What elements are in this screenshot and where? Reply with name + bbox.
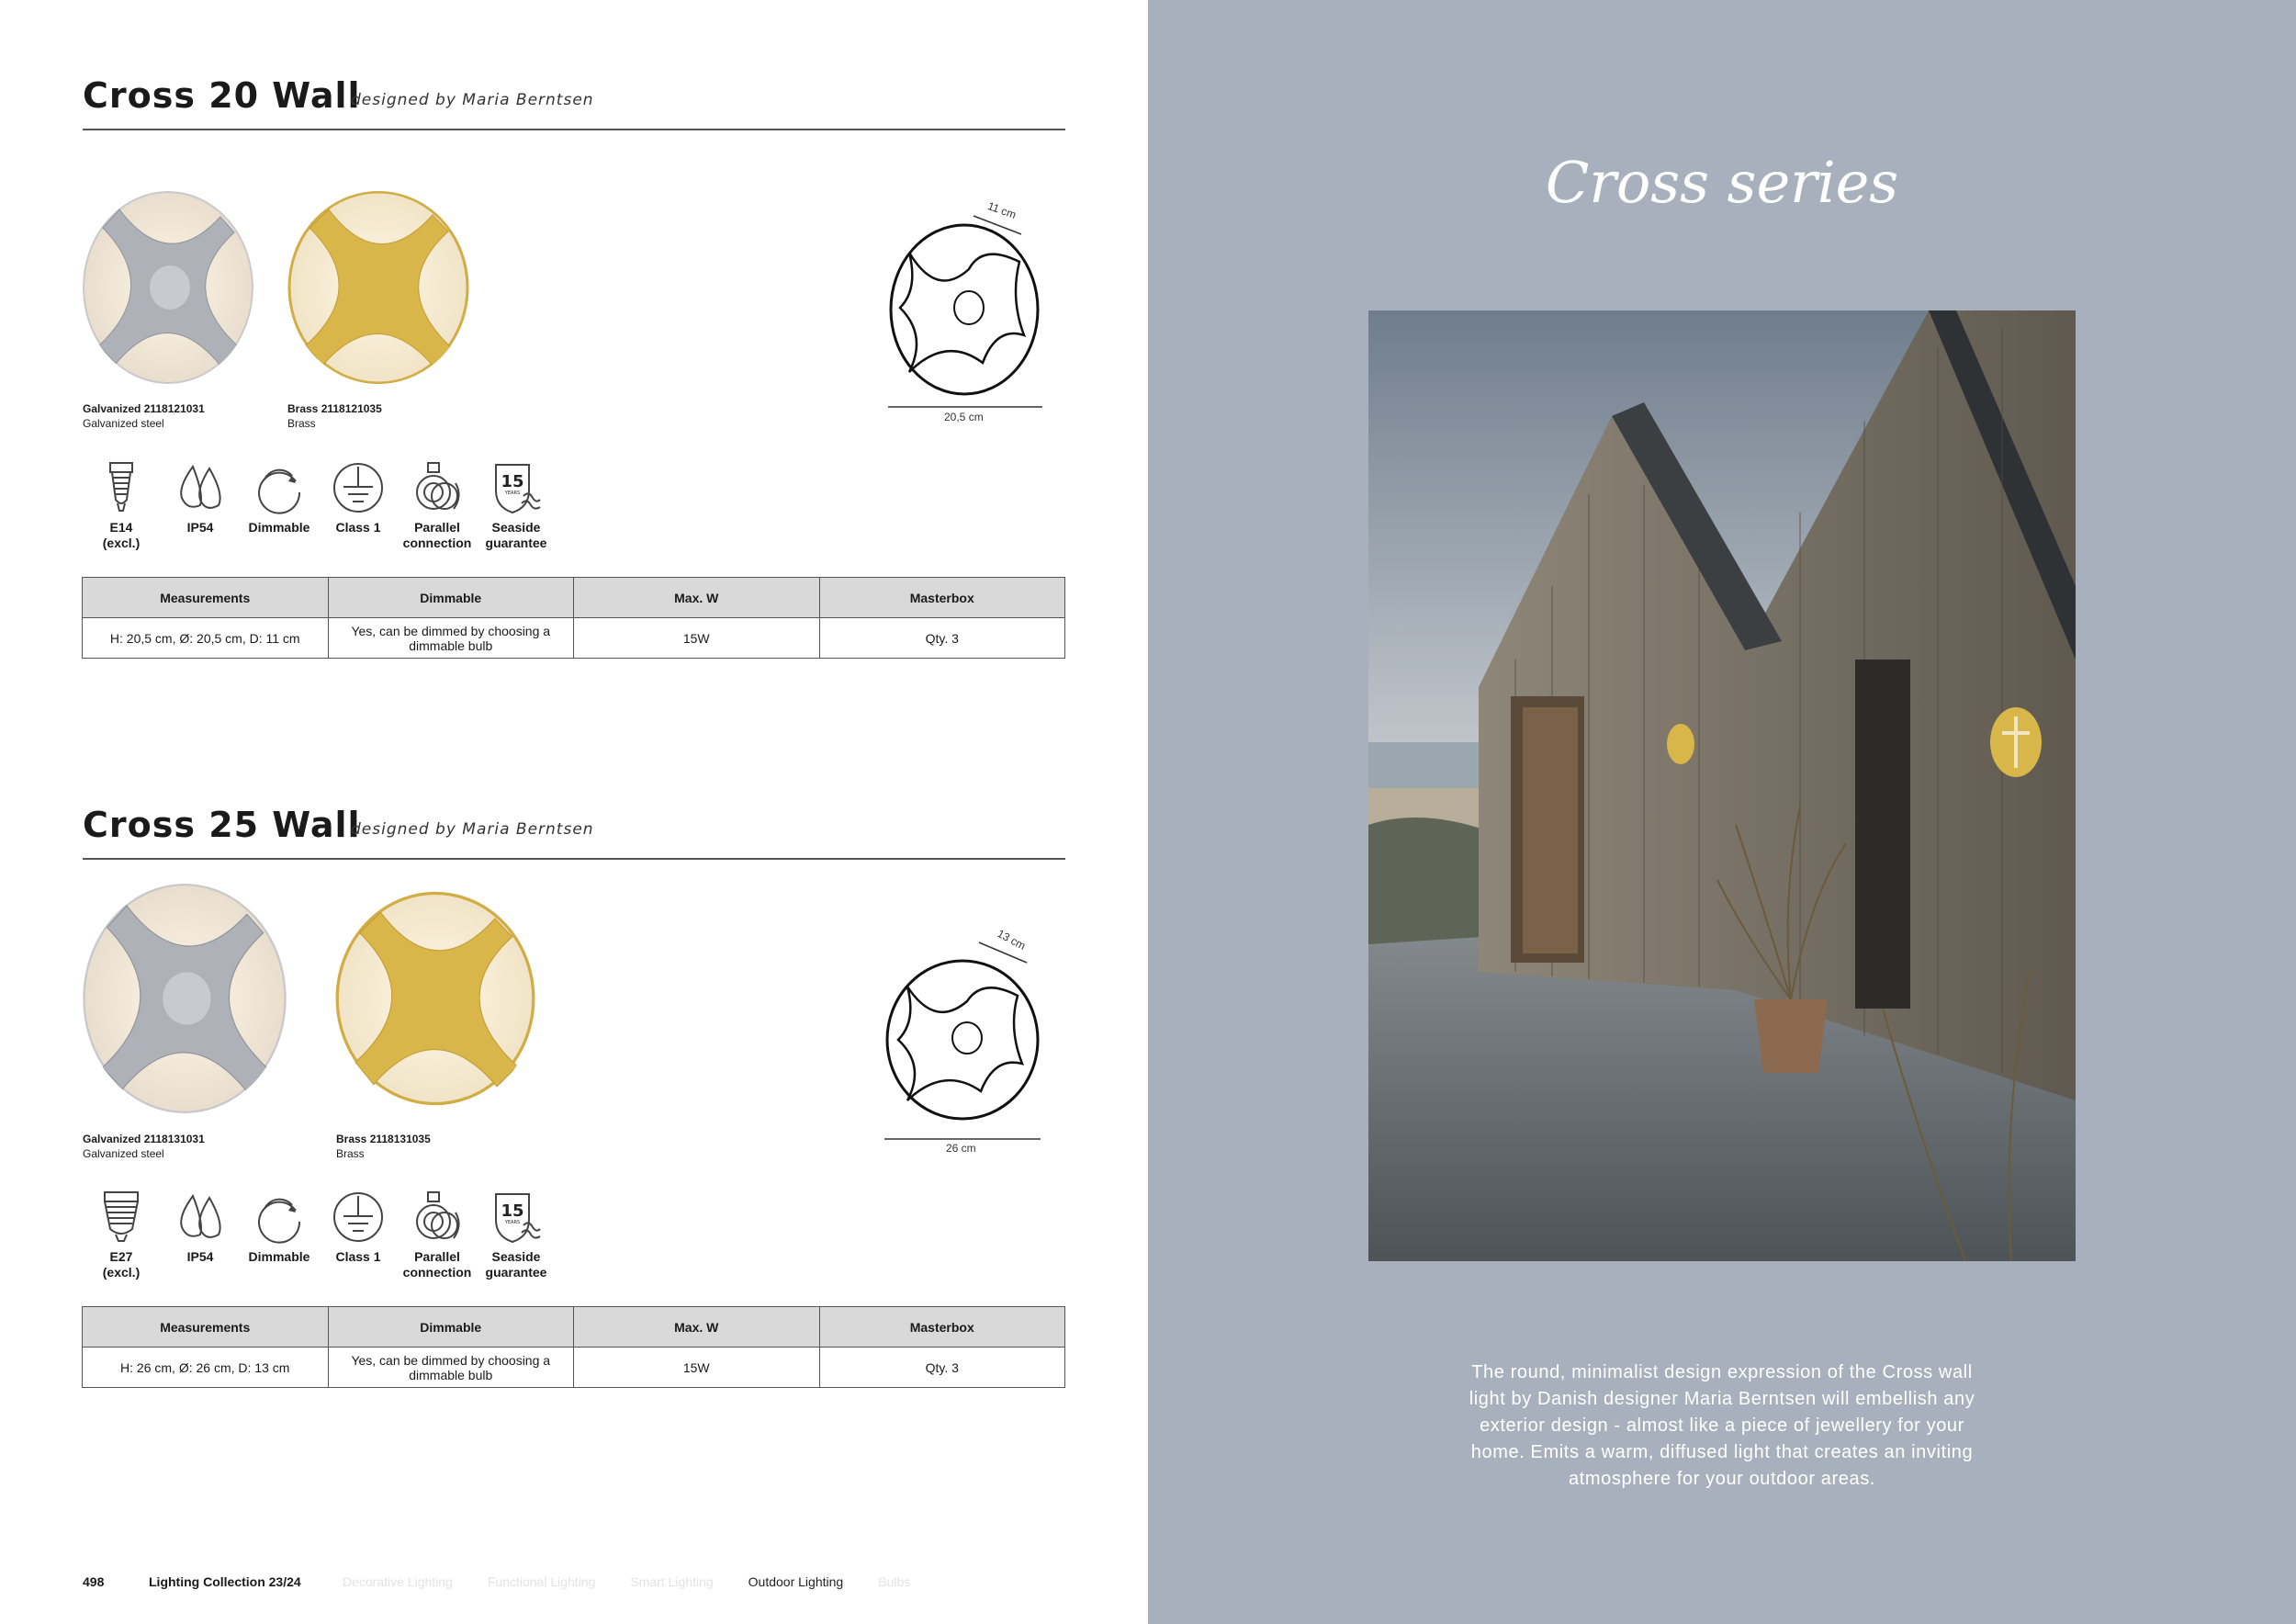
header-max-w: Max. W — [574, 1307, 820, 1348]
brass-lamp-image — [287, 191, 469, 384]
spec-table-20 — [82, 577, 1065, 659]
class1-ground-icon — [331, 1189, 386, 1246]
parallel-connection-icon — [410, 1189, 465, 1246]
seaside-guarantee-icon — [489, 1189, 544, 1246]
series-description: The round, minimalist design expression of the Cross wall light by Danish designer Maria Berntsen will embellish any exterior design - almost like a piece of jewellery for your home. Emits a warm, diffused light that creates an inviting atmosphere for your outdoor areas. — [1469, 1362, 1975, 1489]
feature-parallel — [398, 459, 477, 551]
product-header — [83, 75, 1065, 130]
table-header-row — [83, 1307, 1065, 1348]
cell-max-w: 15W — [574, 618, 820, 659]
variant-galvanized-25 — [83, 1132, 205, 1161]
guarantee-unit: YEARS — [504, 491, 521, 496]
bulb-e14-icon — [94, 459, 149, 516]
diameter-dimension: 20,5 cm — [944, 411, 984, 423]
table-row — [83, 1348, 1065, 1388]
table-row — [83, 618, 1065, 659]
feature-bulb — [82, 459, 161, 551]
page-footer — [83, 1574, 945, 1589]
feature-label: Class 1 — [335, 1249, 381, 1264]
galvanized-lamp-image — [83, 884, 287, 1113]
ip54-drops-icon — [173, 1189, 228, 1246]
product-header — [83, 805, 1065, 860]
variant-material: Galvanized steel — [83, 417, 164, 430]
variant-name: Galvanized 2118131031 — [83, 1133, 205, 1145]
depth-dimension: 11 cm — [985, 198, 1019, 222]
variant-material: Brass — [336, 1147, 365, 1160]
header-masterbox: Masterbox — [819, 578, 1065, 618]
nav-outdoor-lighting[interactable]: Outdoor Lighting — [748, 1574, 844, 1589]
feature-class — [319, 459, 398, 551]
variant-name: Brass 2118121035 — [287, 402, 382, 415]
feature-label: Parallel connection — [402, 520, 472, 550]
cell-masterbox: Qty. 3 — [819, 1348, 1065, 1388]
variant-brass-20 — [287, 401, 382, 431]
feature-label: E14 (excl.) — [102, 520, 141, 550]
variant-name: Galvanized 2118121031 — [83, 402, 205, 415]
feature-icons-row — [82, 459, 556, 551]
lifestyle-photo — [1368, 310, 2076, 1261]
feature-seaside — [477, 1189, 556, 1280]
dimmable-icon — [252, 459, 307, 516]
feature-dimmable — [240, 459, 319, 551]
nav-bulbs[interactable]: Bulbs — [878, 1574, 911, 1589]
feature-label: Seaside guarantee — [485, 520, 547, 550]
diameter-dimension: 26 cm — [946, 1142, 976, 1155]
cell-dimmable: Yes, can be dimmed by choosing a dimmable bulb — [328, 1348, 574, 1388]
feature-parallel — [398, 1189, 477, 1280]
spec-table-25 — [82, 1306, 1065, 1388]
header-measurements: Measurements — [83, 578, 329, 618]
feature-class — [319, 1189, 398, 1280]
feature-ip — [161, 1189, 240, 1280]
series-title: Cross series — [1545, 149, 1899, 216]
feature-seaside — [477, 459, 556, 551]
feature-icons-row — [82, 1189, 556, 1280]
product-section-cross-25 — [83, 805, 1065, 860]
depth-dimension: 13 cm — [995, 927, 1029, 953]
guarantee-years: 15 — [501, 1201, 524, 1221]
variant-material: Galvanized steel — [83, 1147, 164, 1160]
seaside-guarantee-icon — [489, 459, 544, 516]
cell-dimmable: Yes, can be dimmed by choosing a dimmable bulb — [328, 618, 574, 659]
brass-lamp-image — [335, 884, 535, 1113]
feature-ip — [161, 459, 240, 551]
feature-label: E27 (excl.) — [102, 1249, 141, 1280]
guarantee-years: 15 — [501, 472, 524, 491]
designer-credit: designed by Maria Berntsen — [351, 820, 594, 839]
table-header-row — [83, 578, 1065, 618]
product-title: Cross 20 Wall — [83, 75, 361, 116]
feature-label: Parallel connection — [402, 1249, 472, 1280]
feature-label: Dimmable — [248, 520, 310, 535]
feature-bulb — [82, 1189, 161, 1280]
right-page — [1148, 0, 2296, 1624]
variant-galvanized-20 — [83, 401, 205, 431]
cell-measurements: H: 26 cm, Ø: 26 cm, D: 13 cm — [83, 1348, 329, 1388]
collection-name: Lighting Collection 23/24 — [149, 1574, 301, 1589]
technical-drawing-25 — [880, 926, 1045, 1141]
feature-label: IP54 — [186, 520, 214, 535]
guarantee-unit: YEARS — [504, 1220, 521, 1225]
header-dimmable: Dimmable — [328, 578, 574, 618]
ip54-drops-icon — [173, 459, 228, 516]
feature-label: Seaside guarantee — [485, 1249, 547, 1280]
cell-masterbox: Qty. 3 — [819, 618, 1065, 659]
header-masterbox: Masterbox — [819, 1307, 1065, 1348]
variant-material: Brass — [287, 417, 316, 430]
feature-label: Class 1 — [335, 520, 381, 535]
header-max-w: Max. W — [574, 578, 820, 618]
galvanized-lamp-image — [83, 191, 253, 384]
page-number: 498 — [83, 1574, 105, 1589]
bulb-e27-icon — [94, 1189, 149, 1246]
designer-credit: designed by Maria Berntsen — [351, 91, 594, 109]
variant-name: Brass 2118131035 — [336, 1133, 431, 1145]
dimmable-icon — [252, 1189, 307, 1246]
feature-dimmable — [240, 1189, 319, 1280]
nav-smart-lighting[interactable]: Smart Lighting — [630, 1574, 714, 1589]
technical-drawing-20 — [882, 197, 1047, 409]
product-title: Cross 25 Wall — [83, 805, 361, 845]
header-dimmable: Dimmable — [328, 1307, 574, 1348]
cell-measurements: H: 20,5 cm, Ø: 20,5 cm, D: 11 cm — [83, 618, 329, 659]
nav-functional-lighting[interactable]: Functional Lighting — [487, 1574, 596, 1589]
class1-ground-icon — [331, 459, 386, 516]
product-section-cross-20 — [83, 75, 1065, 130]
variant-brass-25 — [336, 1132, 431, 1161]
header-measurements: Measurements — [83, 1307, 329, 1348]
feature-label: Dimmable — [248, 1249, 310, 1264]
cell-max-w: 15W — [574, 1348, 820, 1388]
parallel-connection-icon — [410, 459, 465, 516]
feature-label: IP54 — [186, 1249, 214, 1264]
nav-decorative-lighting[interactable]: Decorative Lighting — [343, 1574, 453, 1589]
